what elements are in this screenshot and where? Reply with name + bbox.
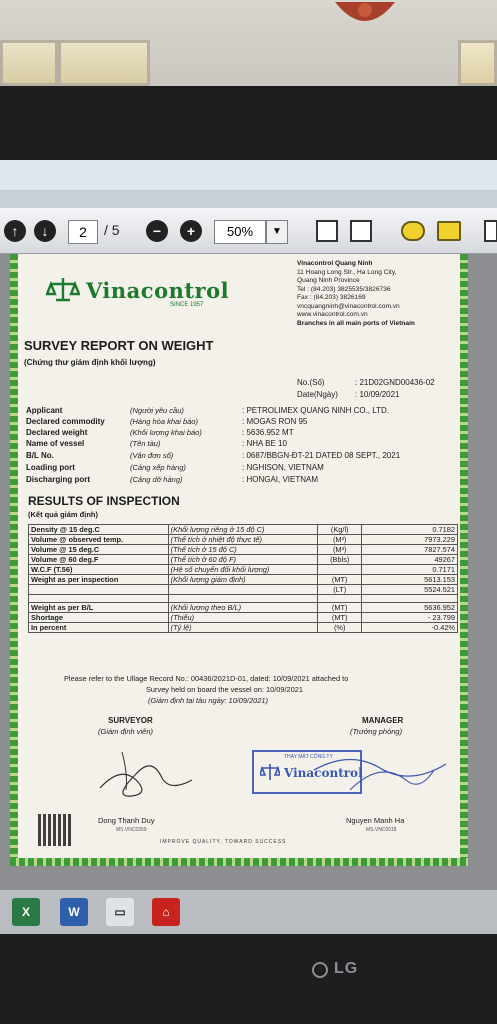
row-label: Density @ 15 deg.C (29, 525, 169, 535)
note-line2: Survey held on board the vessel on: 10/09/2021 (146, 685, 303, 694)
manager-id: MS.VNC0018 (366, 827, 397, 833)
wall-ornament (330, 0, 400, 34)
address-line1: 11 Hoang Long Str., Ha Long City, (297, 268, 397, 276)
manager-subtitle: (Trưởng phòng) (350, 727, 403, 736)
table-row (29, 603, 458, 613)
brand-since: SINCE 1957 (170, 302, 204, 308)
plus-icon: + (180, 220, 202, 242)
row-label-vn: (Thiếu) (168, 613, 318, 623)
row-value: 5613.153 (362, 575, 458, 585)
row-label: Weight as per B/L (29, 603, 169, 613)
row-value: 7973.229 (362, 535, 458, 545)
row-label (29, 585, 169, 595)
report-no-value: : 21D02GND00436-02 (355, 378, 435, 387)
row-unit: (LT) (318, 585, 362, 595)
table-row (29, 535, 458, 545)
qr-code (38, 814, 72, 846)
row-label: Volume @ 15 deg.C (29, 545, 169, 555)
field-value: : HONGAI, VIETNAM (242, 475, 319, 484)
field-label-vn: (Hàng hóa khai báo) (130, 417, 198, 426)
table-row (29, 525, 458, 535)
report-no-label: No.(Số) (297, 378, 325, 387)
next-page-button[interactable] (32, 218, 58, 244)
table-row (29, 565, 458, 575)
window-right (458, 40, 497, 86)
field-value: : PETROLIMEX QUANG NINH CO., LTD. (242, 406, 389, 415)
highlight-icon (437, 221, 461, 241)
table-spacer-row (29, 595, 458, 603)
zoom-dropdown[interactable]: ▼ (266, 220, 288, 244)
row-value: - 23.799 (362, 613, 458, 623)
row-unit: (M³) (318, 545, 362, 555)
row-label: Shortage (29, 613, 169, 623)
row-label-vn: (Khối lượng theo B/L) (168, 603, 318, 613)
row-label-vn: (Khối lượng riêng ở 15 độ C) (168, 525, 318, 535)
field-label-vn: (Cảng xếp hàng) (130, 463, 186, 472)
row-label: W.C.F (T.56) (29, 565, 169, 575)
row-unit: (MT) (318, 603, 362, 613)
stamp-brand: Vinacontrol (284, 766, 363, 780)
field-label-vn: (Khối lượng khai báo) (130, 428, 202, 437)
table-row (29, 545, 458, 555)
address-web: www.vinacontrol.com.vn (297, 311, 368, 318)
row-label: In percent (29, 623, 169, 633)
row-unit: (MT) (318, 575, 362, 585)
company-name: Vinacontrol Quang Ninh (297, 260, 373, 267)
comment-button[interactable] (400, 218, 426, 244)
field-value: : 0687/BBGN-ĐT-21 DATED 08 SEPT., 2021 (242, 451, 401, 460)
row-label-vn: (Tỷ lệ) (168, 623, 318, 633)
arrow-up-icon: ↑ (4, 220, 26, 242)
manager-name: Nguyen Manh Ha (346, 816, 405, 825)
row-value: 7827.574 (362, 545, 458, 555)
stamp-logo-icon (260, 762, 280, 782)
excel-icon[interactable]: X (12, 898, 40, 926)
page-total: / 5 (104, 222, 120, 238)
row-label-vn (168, 585, 318, 595)
comment-icon (401, 221, 425, 241)
row-label: Volume @ observed temp. (29, 535, 169, 545)
fit-width-button[interactable] (314, 218, 340, 244)
row-label-vn: (Thể tích ở 15 độ C) (168, 545, 318, 555)
zoom-level-input[interactable]: 50% (214, 220, 266, 244)
page-border-left (10, 254, 18, 866)
minus-icon: − (146, 220, 168, 242)
surveyor-id: MS.VNC0359 (116, 827, 147, 833)
field-label-vn: (Tên tàu) (130, 439, 161, 448)
surveyor-signature-icon (92, 744, 202, 804)
taskbar (0, 890, 497, 934)
row-value: 5636.952 (362, 603, 458, 613)
results-title: RESULTS OF INSPECTION (28, 494, 180, 508)
scanner-icon[interactable]: ▭ (106, 898, 134, 926)
table-row (29, 613, 458, 623)
footer-slogan: IMPROVE QUALITY, TOWARD SUCCESS (160, 839, 287, 845)
field-label: Declared weight (26, 428, 88, 437)
address-branches: Branches in all main ports of Vietnam (297, 319, 415, 327)
arrow-down-icon: ↓ (34, 220, 56, 242)
manager-signature-icon (310, 740, 450, 800)
note-line3: (Giám định tại tàu ngày: 10/09/2021) (148, 696, 268, 705)
note-line1: Please refer to the Ullage Record No.: 00436/2021D-01, dated: 10/09/2021 attached to (64, 674, 349, 683)
field-label: Name of vessel (26, 439, 85, 448)
row-label-vn: (Khối lượng giám định) (168, 575, 318, 585)
page-border-bottom (10, 858, 468, 866)
field-label: Applicant (26, 406, 63, 415)
field-label-vn: (Người yêu cầu) (130, 406, 184, 415)
row-label-vn: (Hệ số chuyển đổi khối lượng) (168, 565, 318, 575)
app-titlebar (0, 160, 497, 190)
address-fax: Fax : (84.203) 3826169 (297, 294, 366, 301)
monitor-screen (0, 160, 497, 890)
field-label: Discharging port (26, 475, 91, 484)
address-line2: Quang Ninh Province (297, 277, 360, 284)
report-title: SURVEY REPORT ON WEIGHT (24, 338, 214, 353)
row-value: 49267 (362, 555, 458, 565)
surveyor-name: Dong Thanh Duy (98, 816, 155, 825)
document-page (10, 254, 468, 866)
address-email: vncquangninh@vinacontrol.com.vn (297, 302, 400, 310)
monitor-brand: LG (334, 960, 359, 977)
table-row (29, 555, 458, 565)
field-label-vn: (Vận đơn số) (130, 451, 174, 460)
vinacontrol-logo-icon (46, 276, 80, 302)
lg-logo-icon (312, 962, 328, 978)
field-value: : NHA BE 10 (242, 439, 287, 448)
row-unit: (Bbls) (318, 555, 362, 565)
row-unit (318, 565, 362, 575)
report-subtitle: (Chứng thư giám định khối lượng) (24, 358, 156, 367)
stamp-top-text: THAY MẶT CÔNG TY (284, 754, 333, 760)
field-value: : NGHISON, VIETNAM (242, 463, 324, 472)
field-value: : MOGAS RON 95 (242, 417, 308, 426)
row-value: -0.42% (362, 623, 458, 633)
prev-page-button[interactable] (2, 218, 28, 244)
row-label-vn: (Thể tích ở 60 độ F) (168, 555, 318, 565)
row-unit: (MT) (318, 613, 362, 623)
surveyor-title: SURVEYOR (108, 716, 153, 725)
pdf-toolbar (0, 208, 497, 254)
row-value: 5524.521 (362, 585, 458, 595)
report-date-value: : 10/09/2021 (355, 390, 400, 399)
table-row (29, 575, 458, 585)
report-date-label: Date(Ngày) (297, 390, 338, 399)
page-border-right (460, 254, 468, 866)
results-subtitle: (Kết quả giám định) (28, 510, 98, 519)
window-left (0, 40, 150, 86)
row-label: Weight as per inspection (29, 575, 169, 585)
brand-name: Vinacontrol (86, 278, 230, 303)
pdf-icon[interactable]: ⌂ (152, 898, 180, 926)
app-menubar (0, 190, 497, 210)
row-unit: (%) (318, 623, 362, 633)
page-number-input[interactable]: 2 (68, 220, 98, 244)
field-label: Loading port (26, 463, 75, 472)
row-value: 0.7182 (362, 525, 458, 535)
inspection-table (28, 524, 458, 633)
manager-title: MANAGER (362, 716, 404, 725)
address-tel: Tel : (84.203) 3825535/3826736 (297, 285, 391, 293)
fit-width-icon (316, 220, 338, 242)
surveyor-subtitle: (Giám định viên) (98, 727, 154, 736)
table-row (29, 585, 458, 595)
zoom-out-button[interactable] (144, 218, 170, 244)
row-value: 0.7171 (362, 565, 458, 575)
row-unit: (Kg/l) (318, 525, 362, 535)
more-tools-button[interactable] (478, 218, 497, 244)
field-label-vn: (Cảng dỡ hàng) (130, 475, 183, 484)
zoom-in-button[interactable] (178, 218, 204, 244)
fit-page-button[interactable] (348, 218, 374, 244)
address-block (297, 260, 415, 328)
fit-page-icon (350, 220, 372, 242)
field-label: Declared commodity (26, 417, 105, 426)
row-label: Volume @ 60 deg.F (29, 555, 169, 565)
field-label: B/L No. (26, 451, 54, 460)
field-value: : 5636.952 MT (242, 428, 294, 437)
row-label-vn: (Thể tích ở nhiệt độ thực tế) (168, 535, 318, 545)
highlight-button[interactable] (436, 218, 462, 244)
row-unit: (M³) (318, 535, 362, 545)
table-row (29, 623, 458, 633)
tool-icon (484, 220, 497, 242)
word-icon[interactable]: W (60, 898, 88, 926)
